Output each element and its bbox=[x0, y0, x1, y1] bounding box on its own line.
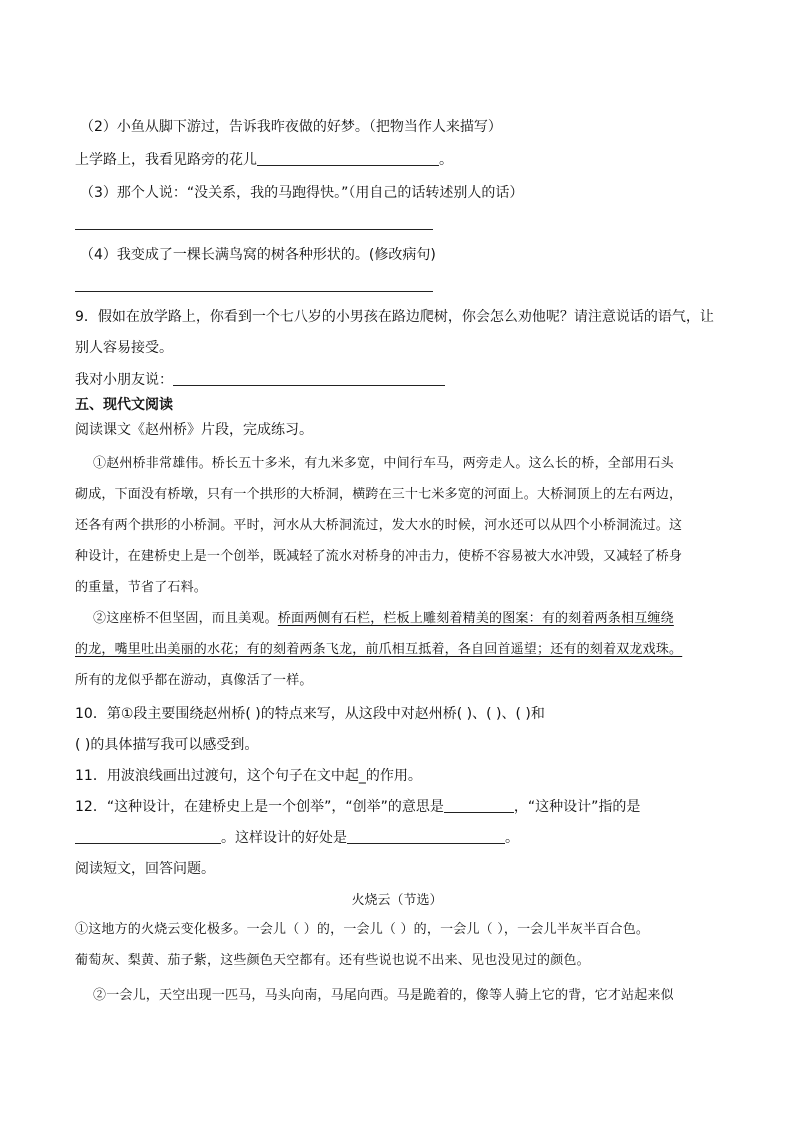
q10-line1: 10．第①段主要围绕赵州桥( )的特点来写，从这段中对赵州桥( )、( )、( )和 bbox=[75, 706, 545, 722]
q9-answer-blank[interactable] bbox=[173, 371, 445, 386]
section-5-heading: 五、现代文阅读 bbox=[75, 397, 173, 413]
q12-blank2[interactable] bbox=[75, 829, 221, 844]
section-5-intro: 阅读课文《赵州桥》片段，完成练习。 bbox=[75, 422, 313, 438]
q8-item2-lead: 上学路上，我看见路旁的花儿 bbox=[75, 152, 257, 168]
q10-line2: ( )的具体描写我可以感受到。 bbox=[75, 737, 259, 753]
passage1-p2-line2: 的龙，嘴里吐出美丽的水花；有的刻着两条飞龙，前爪相互抵着，各自回首遥望；还有的刻着双龙戏珠。 bbox=[75, 642, 683, 657]
q8-item3-prompt: （3）那个人说：“没关系，我的马跑得快。”（用自己的话转述别人的话） bbox=[80, 185, 524, 201]
passage1-p2-line1-plain: ②这座桥不但坚固，而且美观。 bbox=[93, 611, 278, 626]
q12-blank1[interactable] bbox=[444, 798, 514, 813]
q12-blank3[interactable] bbox=[347, 829, 505, 844]
passage1-p1-line3: 还各有两个拱形的小桥洞。平时，河水从大桥洞流过，发大水的时候，河水还可以从四个小桥洞流过。这 bbox=[75, 518, 683, 533]
passage1-p2-line1-underlined: 桥面两侧有石栏，栏板上雕刻着精美的图案：有的刻着两条相互缠绕 bbox=[277, 611, 674, 626]
q8-item2-blank[interactable] bbox=[257, 151, 439, 166]
q9-answer-lead: 我对小朋友说： bbox=[75, 372, 173, 388]
q11-line1: 11．用波浪线画出过渡句，这个句子在文中起_的作用。 bbox=[75, 768, 422, 784]
q9-answer-line bbox=[75, 370, 445, 390]
q12-seg2: ，“这种设计”指的是 bbox=[513, 799, 641, 815]
passage1-p2-line1 bbox=[93, 609, 674, 629]
passage1-p1-line5: 的重量，节省了石料。 bbox=[75, 580, 208, 595]
q9-line2: 别人容易接受。 bbox=[75, 340, 173, 356]
passage1-p1-line2: 砌成，下面没有桥墩，只有一个拱形的大桥洞，横跨在三十七米多宽的河面上。大桥洞顶上的左右两边， bbox=[75, 487, 683, 502]
q8-item4-blank[interactable] bbox=[75, 291, 433, 292]
passage1-p1-line1: ①赵州桥非常雄伟。桥长五十多米，有九米多宽，中间行车马，两旁走人。这么长的桥，全部用石头 bbox=[93, 456, 674, 471]
q12-line2 bbox=[75, 828, 519, 848]
q8-item2-end: 。 bbox=[439, 152, 453, 168]
q12-line1 bbox=[75, 797, 640, 817]
passage1-p1-line4: 种设计，在建桥史上是一个创举，既减轻了流水对桥身的冲击力，使桥不容易被大水冲毁，又减轻了桥身 bbox=[75, 549, 683, 564]
passage1-p2-line3: 所有的龙似乎都在游动，真像活了一样。 bbox=[75, 673, 313, 688]
reading2-p2-line1: ②一会儿，天空出现一匹马，马头向南，马尾向西。马是跪着的，像等人骑上它的背，它才站起来似 bbox=[93, 988, 674, 1003]
reading2-title: 火烧云（节选） bbox=[351, 893, 443, 908]
reading2-p1-line1: ①这地方的火烧云变化极多。一会儿（ ）的，一会儿（ ）的，一会儿（ ），一会儿半灰半百合色。 bbox=[75, 922, 650, 937]
reading2-p1-line2: 葡萄灰、梨黄、茄子紫，这些颜色天空都有。还有些说也说不出来、见也没见过的颜色。 bbox=[75, 953, 590, 968]
q8-item2-prompt: （2）小鱼从脚下游过，告诉我昨夜做的好梦。（把物当作人来描写） bbox=[80, 119, 502, 135]
q8-item2-answer-line bbox=[75, 150, 453, 170]
q12-seg1: 12．“这种设计，在建桥史上是一个创举”，“创举”的意思是 bbox=[75, 799, 444, 815]
q12-seg4: 。 bbox=[505, 830, 519, 846]
q8-item4-prompt: （4）我变成了一棵长满鸟窝的树各种形状的。(修改病句) bbox=[80, 247, 436, 263]
q9-line1: 9．假如在放学路上，你看到一个七八岁的小男孩在路边爬树，你会怎么劝他呢？请注意说话的语气，让 bbox=[75, 309, 714, 325]
q8-item3-blank[interactable] bbox=[75, 229, 433, 230]
q12-seg3: 。这样设计的好处是 bbox=[221, 830, 347, 846]
reading2-intro: 阅读短文，回答问题。 bbox=[75, 861, 215, 877]
